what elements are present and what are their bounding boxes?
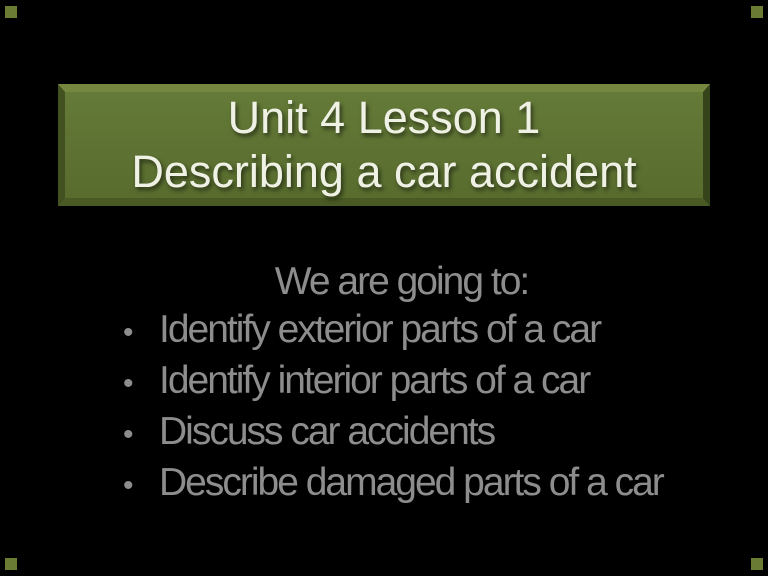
corner-accent-bottom-right <box>751 558 763 570</box>
bullet-dot-icon: • <box>123 316 134 349</box>
body-intro: We are going to: <box>274 260 529 303</box>
title-line-1: Unit 4 Lesson 1 <box>227 92 541 143</box>
corner-accent-top-left <box>5 6 17 18</box>
bullet-dot-icon: • <box>123 418 134 451</box>
bullet-text: Describe damaged parts of a car <box>159 461 663 504</box>
bullet-text: Identify interior parts of a car <box>159 359 590 402</box>
bullet-item <box>123 459 680 510</box>
bullet-item <box>123 357 680 408</box>
body-text-block <box>123 258 680 510</box>
bullet-text: Discuss car accidents <box>159 410 495 453</box>
bullet-dot-icon: • <box>123 367 134 400</box>
title-line-2: Describing a car accident <box>131 146 637 197</box>
bullet-list <box>123 306 680 510</box>
bullet-item <box>123 306 680 357</box>
bullet-item <box>123 408 680 459</box>
title-box <box>58 84 710 206</box>
bullet-dot-icon: • <box>123 469 134 502</box>
corner-accent-top-right <box>751 6 763 18</box>
bullet-text: Identify exterior parts of a car <box>159 308 601 351</box>
corner-accent-bottom-left <box>5 558 17 570</box>
